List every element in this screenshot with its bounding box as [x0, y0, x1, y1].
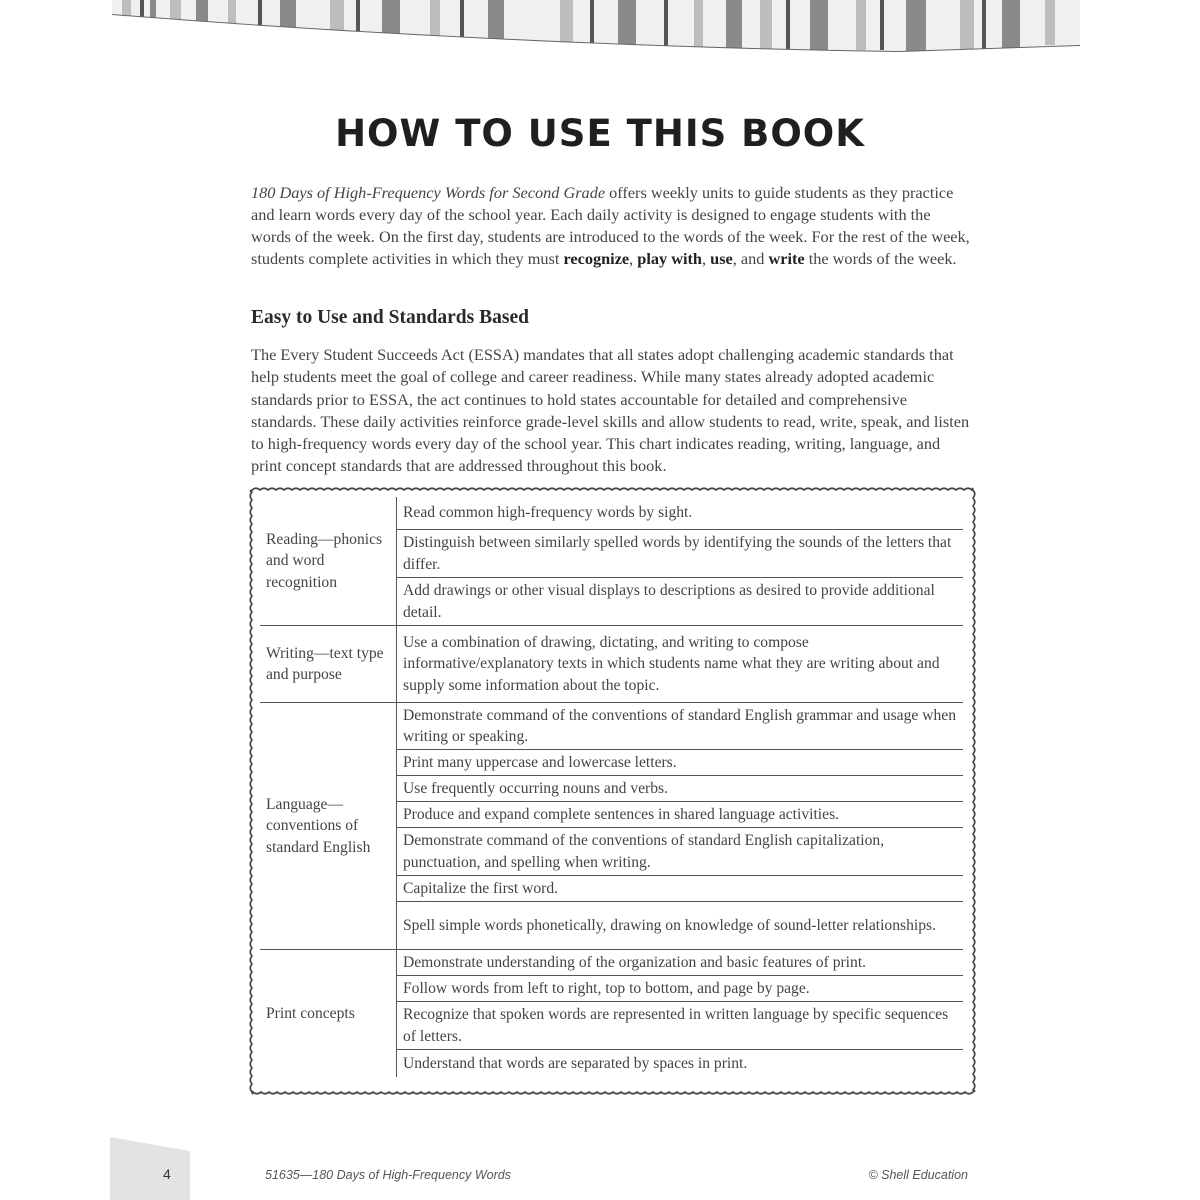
standard-item: Spell simple words phonetically, drawing on knowledge of sound-letter relationships.: [397, 902, 964, 950]
table-row: [260, 703, 963, 750]
category-language: Language—conventions of standard English: [260, 703, 397, 950]
page-tab: [110, 1137, 190, 1200]
section-heading: Easy to Use and Standards Based: [251, 307, 529, 328]
standard-item: Understand that words are separated by spaces in print.: [403, 1054, 748, 1072]
standard-item: Use frequently occurring nouns and verbs.: [397, 776, 964, 802]
standard-item: Produce and expand complete sentences in shared language activities.: [397, 802, 964, 828]
table-row: [260, 497, 963, 530]
keyword-recognize: recognize: [563, 249, 630, 268]
standard-item: Capitalize the first word.: [397, 876, 964, 902]
standard-item: Demonstrate understanding of the organization and basic features of print.: [397, 950, 964, 976]
standard-item: Read common high-frequency words by sight.: [397, 497, 964, 530]
page-title: HOW TO USE THIS BOOK: [335, 112, 865, 155]
standard-item: Recognize that spoken words are represented in written language by specific sequences of letters.: [397, 1002, 964, 1050]
standard-item: Use a combination of drawing, dictating, and writing to compose informative/explanatory texts in which students name what they are writing about and supply some information about the topic.: [397, 626, 964, 703]
decorative-banner: [0, 0, 1200, 75]
footer-publisher: © Shell Education: [868, 1168, 968, 1182]
category-writing: Writing—text type and purpose: [260, 626, 397, 703]
table-row: [260, 950, 963, 976]
table-row: [260, 626, 963, 703]
standards-table: [260, 497, 963, 1077]
standard-item: Follow words from left to right, top to bottom, and page by page.: [397, 976, 964, 1002]
page-number: 4: [163, 1166, 171, 1182]
standard-item: Distinguish between similarly spelled words by identifying the sounds of the letters that differ.: [397, 530, 964, 578]
category-print-concepts: Print concepts: [260, 950, 397, 1078]
standard-item: Print many uppercase and lowercase letters.: [397, 750, 964, 776]
standard-item: Demonstrate command of the conventions of standard English capitalization, punctuation, and spelling when writing.: [397, 828, 964, 876]
book-title-italic: 180 Days of High-Frequency Words for Second Grade: [251, 183, 606, 202]
keyword-play-with: play with: [637, 249, 702, 268]
category-reading: Reading—phonics and word recognition: [260, 497, 397, 626]
keyword-write: write: [768, 249, 805, 268]
intro-paragraph: 180 Days of High-Frequency Words for Second Grade offers weekly units to guide students as they practice and learn words every day of the school year. Each daily activity is designed to engage students with the words of the week. On the first day, students are introduced to the words of the week. For the rest of the week, students complete activities in which they must recognize, play with, use, and write the words of the week.: [251, 183, 970, 268]
standard-item: Demonstrate command of the conventions of standard English grammar and usage when writing or speaking.: [397, 703, 964, 750]
footer-book-code: 51635—180 Days of High-Frequency Words: [265, 1168, 511, 1182]
standard-item: Add drawings or other visual displays to descriptions as desired to provide additional detail.: [397, 578, 964, 626]
essa-paragraph: The Every Student Succeeds Act (ESSA) mandates that all states adopt challenging academic standards that help students meet the goal of college and career readiness. While many states already adopted academic standards prior to ESSA, the act continues to hold states accountable for detailed and comprehensive standards. These daily activities reinforce grade-level skills and allow students to read, write, speak, and listen to high-frequency words every day of the school year. This chart indicates reading, writing, language, and print concept standards that are addressed throughout this book.: [251, 345, 970, 476]
keyword-use: use: [710, 249, 733, 268]
